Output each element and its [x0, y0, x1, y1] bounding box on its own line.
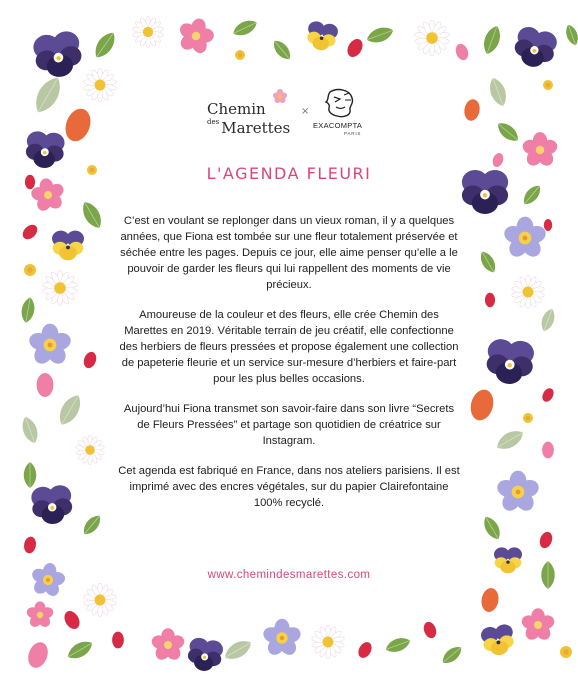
- leaf: [520, 182, 544, 208]
- pink-flower: [150, 628, 186, 662]
- leaf: [24, 462, 36, 488]
- leaf: [480, 514, 504, 543]
- website-link[interactable]: www.chemindesmarettes.com: [207, 569, 371, 581]
- story-text: [118, 213, 460, 525]
- leaf: [477, 249, 499, 276]
- petal: [20, 222, 40, 242]
- paragraph-origin: C’est en voulant se replonger dans un vieux roman, il y a quelques années, que Fiona est tombée sur une fleur totalement préservée et séchée entre les pages. Depuis ce jour, elle aime penser qu’elle a le pouvoir de garder les fleurs qui lui rappellent des moments de vie précieux.: [120, 215, 458, 291]
- petal: [485, 293, 495, 307]
- paragraph-brand: Amoureuse de la couleur et des fleurs, elle crée Chemin des Marettes en 2019. Véritable terrain de jeu créatif, elle confectionne des herbiers de fleurs pressées et propose également une collection de papeterie fleurie et un service sur-mesure d’herbiers et faire-part pour les plus belles occasions.: [119, 309, 459, 385]
- leaf: [480, 23, 504, 56]
- petal: [344, 36, 365, 59]
- small-flower: [560, 646, 572, 658]
- small-flower: [523, 413, 533, 423]
- paragraph-book: Aujourd’hui Fiona transmet son savoir-faire dans son livre “Secrets de Fleurs Pressées” et partage son quotidien de créatrice sur Instagram.: [123, 403, 455, 447]
- daisy-flower: [75, 435, 104, 464]
- pansy-flower: [511, 24, 559, 71]
- exacompta-city: PARIS: [344, 131, 362, 136]
- yellow-pansy-flower: [52, 231, 84, 261]
- petal: [112, 632, 124, 649]
- daisy-flower: [42, 270, 78, 305]
- petal: [480, 587, 501, 614]
- leaf: [65, 637, 96, 663]
- chemin-des-marettes-logo: Chemin $^{des}$ Marettes: [207, 100, 291, 137]
- leaf: [54, 391, 85, 429]
- leaf: [270, 37, 294, 63]
- petal: [23, 536, 37, 555]
- petal: [82, 350, 99, 370]
- pansy-flower: [186, 636, 225, 673]
- lavender-flower: [502, 217, 548, 261]
- leaf: [365, 24, 396, 46]
- leaf: [78, 198, 105, 231]
- brand-logos: [0, 88, 578, 146]
- lavender-flower: [27, 324, 73, 368]
- logo-separator: ×: [301, 106, 310, 117]
- exacompta-face-icon: [318, 88, 360, 120]
- leaf: [538, 307, 557, 333]
- lavender-flower: [495, 471, 541, 515]
- petal: [538, 530, 555, 550]
- daisy-flower: [311, 625, 345, 658]
- petal: [25, 639, 51, 670]
- leaf: [493, 426, 526, 453]
- leaf: [439, 643, 465, 667]
- logo-flower-icon: [272, 88, 288, 104]
- lavender-flower: [261, 619, 302, 658]
- leaf: [20, 296, 37, 324]
- daisy-flower: [414, 20, 450, 55]
- pansy-flower: [31, 29, 84, 80]
- yellow-pansy-flower: [480, 623, 517, 658]
- small-flower: [235, 50, 245, 60]
- daisy-flower: [511, 275, 545, 308]
- small-flower: [24, 264, 36, 276]
- petal: [540, 386, 556, 404]
- pink-flower: [173, 14, 220, 59]
- daisy-flower: [83, 583, 117, 616]
- leaf: [19, 415, 41, 446]
- pansy-flower: [485, 338, 535, 386]
- leaf: [384, 635, 413, 656]
- petal: [544, 219, 552, 231]
- leaf: [563, 23, 578, 47]
- leaf: [80, 512, 104, 538]
- petal: [454, 42, 471, 62]
- pink-flower: [520, 608, 556, 642]
- page-title: L'AGENDA FLEURI: [206, 164, 372, 183]
- daisy-flower: [132, 16, 163, 47]
- petal: [422, 620, 439, 640]
- exacompta-wordmark: EXACOMPTA: [313, 121, 363, 130]
- petal: [37, 373, 54, 397]
- leaf: [221, 636, 254, 663]
- petal: [467, 387, 496, 423]
- petal: [61, 608, 82, 631]
- petal: [356, 640, 375, 660]
- pansy-flower: [30, 484, 73, 525]
- yellow-pansy-flower: [305, 20, 339, 53]
- paragraph-production: Cet agenda est fabriqué en France, dans nos ateliers parisiens. Il est imprimé avec des encres végétales, sur du papier Clairefontaine 100% recyclé.: [118, 465, 460, 509]
- pink-flower: [25, 601, 54, 629]
- leaf: [231, 17, 260, 39]
- petal: [542, 442, 554, 459]
- leaf: [90, 29, 119, 62]
